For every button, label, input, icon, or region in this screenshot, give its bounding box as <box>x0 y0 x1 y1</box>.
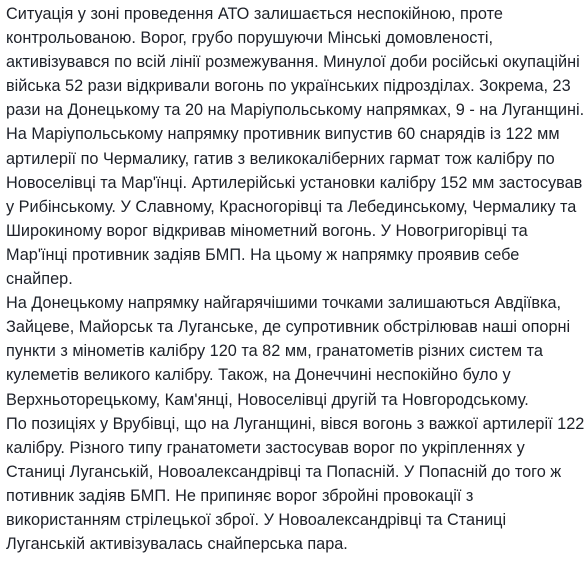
paragraph-ato-situation: Ситуація у зоні проведення АТО залишається неспокійною, проте контрольованою. Ворог, грубо порушуючи Мінські домовленості, активізувався по всій лінії розмежування. Минулої доби російські окупаційні війська 52 рази відкривали вогонь по українських підрозділах. Зокрема, 23 рази на Донецькому та 20 на Маріупольському напрямках, 9 - на Луганщині. <box>6 5 585 120</box>
paragraph-donetsk-direction: На Донецькому напрямку найгарячішими точками залишаються Авдіївка, Зайцеве, Майорськ та Луганське, де супротивник обстрілював наші опорні пункти з мінометів калібру 120 та 82 мм, гранатометів різних систем та кулеметів великого калібру. Також, на Донеччині неспокійно було у Верхньоторецькому, Кам'янці, Новоселівці другій та Новгородському. <box>6 294 571 409</box>
paragraph-mariupol-direction: На Маріупольському напрямку противник випустив 60 снарядів із 122 мм артилерії по Чермалику, гатив з великокаліберних гармат тож калібру по Новоселівці та Мар'їнці. Артилерійські установки калібру 152 мм застосував у Рибінському. У Славному, Красногорівці та Лебединському, Чермалику та Широкиному ворог відкривав мінометний вогонь. У Новогригорівці та Мар'їнці противник задіяв БМП. На цьому ж напрямку проявив себе снайпер. <box>6 125 583 289</box>
paragraph-luhansk-region: По позиціях у Врубівці, що на Луганщині, вівся вогонь з важкої артилерії 122 калібру. Різного типу гранатомети застосував ворог по укріпленнях у Станиці Луганській, Новоалександрівці та Попасній. У Попасній до того ж потивник задіяв БМП. Не припиняє ворог збройні провокації з використанням стрілецької зброї. У Новоалександрівці та Станиці Луганській активізувалась снайперська пара. <box>6 414 585 554</box>
